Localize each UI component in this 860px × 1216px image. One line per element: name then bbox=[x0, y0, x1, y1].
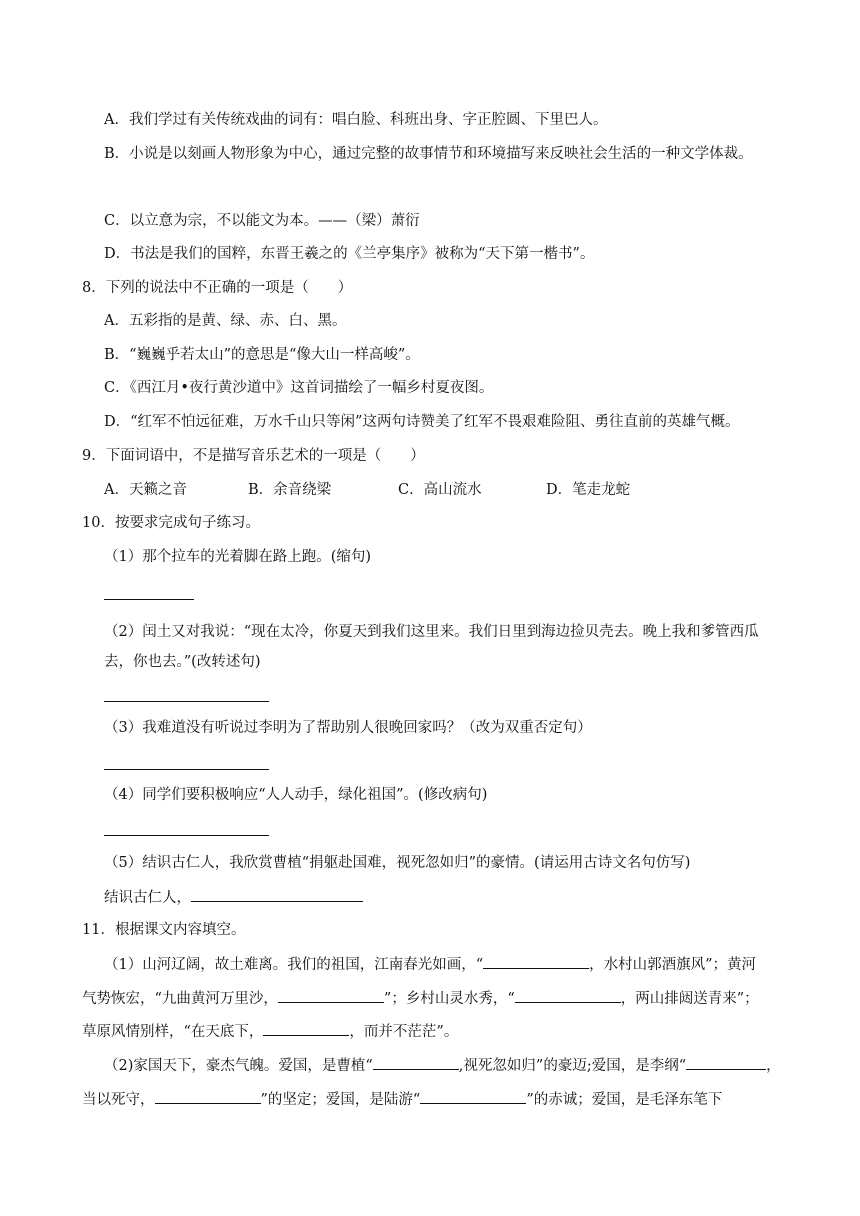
q11-p2-text-e: ”的坚定；爱国，是陆游“ bbox=[260, 1092, 421, 1108]
q11-p2-text-c: ， bbox=[766, 1058, 781, 1074]
q11-fill-blank-3[interactable] bbox=[515, 988, 621, 1003]
q10-sentence-1: （1）那个拉车的光着脚在路上跑。(缩句) bbox=[104, 549, 372, 565]
q10-answer-line-2[interactable] bbox=[104, 700, 269, 702]
q11-fill-blank-7[interactable] bbox=[155, 1089, 261, 1104]
q7-option-a: A．我们学过有关传统戏曲的词有：唱白脸、科班出身、字正腔圆、下里巴人。 bbox=[104, 112, 608, 128]
q8-option-c: C．《西江月•夜行黄沙道中》这首词描绘了一幅乡村夏夜图。 bbox=[104, 380, 494, 396]
q11-fill-blank-4[interactable] bbox=[263, 1021, 349, 1036]
q10-sentence-2-line-1: （2）闰土又对我说：“现在太冷，你夏天到我们这里来。我们日里到海边捡贝壳去。晚上我和爹管西瓜 bbox=[104, 624, 759, 640]
q11-fill-blank-5[interactable] bbox=[373, 1055, 459, 1070]
q9-option-b: B．余音绕梁 bbox=[248, 482, 332, 498]
q10-fill-blank-5[interactable] bbox=[191, 887, 363, 902]
q11-fill-blank-2[interactable] bbox=[278, 988, 384, 1003]
q11-p1-line-2 bbox=[82, 988, 759, 1009]
q8-stem: 8．下列的说法中不正确的一项是（ ） bbox=[82, 280, 353, 296]
q10-sentence-5: （5）结识古仁人，我欣赏曹植“捐躯赴国难，视死忽如归”的豪情。(请运用古诗文名句仿写) bbox=[104, 855, 691, 871]
q10-answer-line-4[interactable] bbox=[104, 834, 269, 836]
q10-stem: 10．按要求完成句子练习。 bbox=[82, 515, 260, 531]
q9-stem: 9．下面词语中，不是描写音乐艺术的一项是（ ） bbox=[82, 448, 425, 464]
q9-option-a: A．天籁之音 bbox=[104, 482, 187, 498]
q8-option-d: D．“红军不怕远征难，万水千山只等闲”这两句诗赞美了红军不畏艰难险阻、勇往直前的英雄气概。 bbox=[104, 414, 740, 430]
q11-p1-text-g: ，而并不茫茫”。 bbox=[349, 1024, 459, 1040]
q7-option-d: D．书法是我们的国粹，东晋王羲之的《兰亭集序》被称为“天下第一楷书”。 bbox=[104, 246, 595, 262]
q11-p1-text-a: （1）山河辽阔，故土难离。我们的祖国，江南春光如画，“ bbox=[104, 957, 484, 973]
q11-p1-line-1 bbox=[104, 954, 756, 975]
q10-sentence-4: （4）同学们要积极响应“人人动手，绿化祖国”。(修改病句) bbox=[104, 787, 488, 803]
q11-p2-text-b: ,视死忽如归”的豪迈;爱国，是李纲“ bbox=[458, 1058, 687, 1074]
q11-fill-blank-8[interactable] bbox=[420, 1089, 526, 1104]
q9-option-d: D．笔走龙蛇 bbox=[546, 482, 631, 498]
q11-p2-line-1 bbox=[104, 1055, 781, 1076]
q10-answer-line-3[interactable] bbox=[104, 768, 269, 770]
q8-option-b: B．“巍巍乎若太山”的意思是“像大山一样高峻”。 bbox=[104, 347, 420, 363]
q11-p1-text-c: 气势恢宏，“九曲黄河万里沙， bbox=[82, 991, 278, 1007]
q10-sentence-5-prefix: 结识古仁人， bbox=[104, 890, 191, 906]
q11-p1-text-b: ，水村山郭酒旗风”；黄河 bbox=[589, 957, 757, 973]
q8-option-a: A．五彩指的是黄、绿、赤、白、黑。 bbox=[104, 313, 347, 329]
q11-p2-text-a: （2)家国天下，豪杰气魄。爱国，是曹植“ bbox=[104, 1058, 373, 1074]
q9-option-c: C．高山流水 bbox=[398, 482, 482, 498]
q11-fill-blank-1[interactable] bbox=[483, 954, 589, 969]
q11-p1-line-3 bbox=[82, 1021, 458, 1042]
q10-sentence-2-line-2: 去，你也去。”(改转述句) bbox=[104, 654, 261, 670]
q11-p1-text-f: 草原风情别样，“在天底下， bbox=[82, 1024, 264, 1040]
q11-p2-line-2 bbox=[82, 1089, 722, 1110]
q10-sentence-3: （3）我难道没有听说过李明为了帮助别人很晚回家吗？（改为双重否定句） bbox=[104, 720, 592, 736]
q11-stem: 11．根据课文内容填空。 bbox=[82, 922, 246, 938]
q7-option-c: C．以立意为宗，不以能文为本。——（梁）萧衍 bbox=[104, 213, 420, 229]
q11-p2-text-f: ”的赤诚；爱国，是毛泽东笔下 bbox=[526, 1092, 723, 1108]
q10-answer-line-1[interactable] bbox=[104, 598, 194, 600]
q11-p2-text-d: 当以死守， bbox=[82, 1092, 155, 1108]
q10-sentence-5-answer bbox=[104, 887, 363, 908]
q7-option-b: B．小说是以刻画人物形象为中心，通过完整的故事情节和环境描写来反映社会生活的一种文学体裁。 bbox=[104, 146, 753, 162]
q11-p1-text-d: ”；乡村山灵水秀，“ bbox=[383, 991, 515, 1007]
q11-p1-text-e: ，两山排闼送青来”； bbox=[620, 991, 759, 1007]
q11-fill-blank-6[interactable] bbox=[686, 1055, 766, 1070]
